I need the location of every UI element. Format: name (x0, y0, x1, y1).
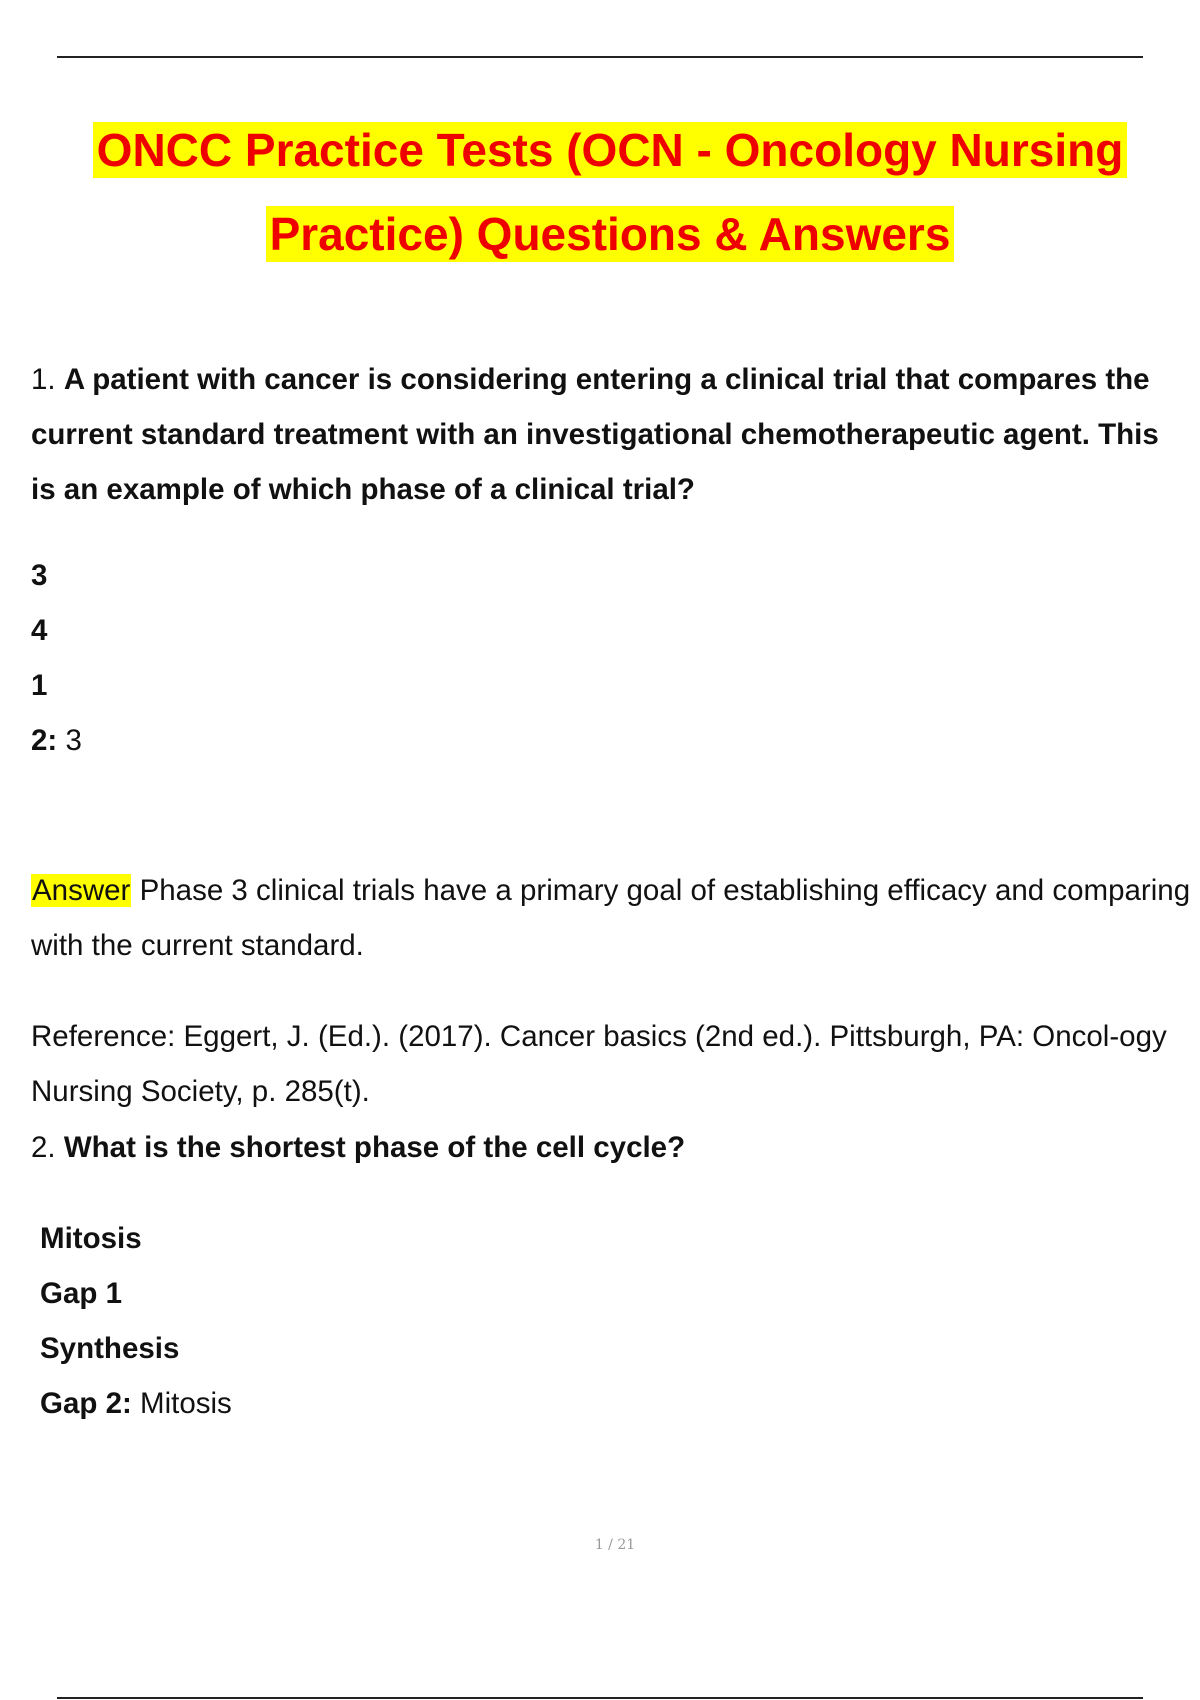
bottom-rule (57, 1697, 1143, 1699)
question-2 (31, 1120, 1191, 1175)
question-1-number: 1. (31, 363, 56, 396)
question-1-option-a: 3 (31, 559, 48, 592)
question-1-reference: Reference: Eggert, J. (Ed.). (2017). Cancer basics (2nd ed.). Pittsburgh, PA: Oncol-ogy Nursing Society, p. 285(t). (31, 1020, 1167, 1108)
question-2-options (40, 1211, 1200, 1431)
question-1-option-d-label: 2: (31, 724, 58, 757)
question-1-option-d (31, 713, 1191, 768)
top-rule (57, 56, 1143, 58)
question-1-text: A patient with cancer is considering entering a clinical trial that compares the current standard treatment with an investigational chemotherapeutic agent. This is an example of which phase of a clinical trial? (31, 363, 1159, 506)
title-line-2: Practice) Questions & Answers (266, 206, 955, 262)
answer-label: Answer (32, 874, 131, 907)
question-1-option-c: 1 (31, 669, 48, 702)
answer-explanation: Phase 3 clinical trials have a primary goal of establishing efficacy and comparing with the current standard. (31, 874, 1191, 962)
question-2-option-c: Synthesis (40, 1332, 180, 1365)
question-2-option-d (40, 1376, 1200, 1431)
question-2-inline-answer: Mitosis (140, 1387, 232, 1420)
question-2-text: What is the shortest phase of the cell cycle? (63, 1131, 686, 1164)
title-line-1: ONCC Practice Tests (OCN - Oncology Nursing (93, 122, 1128, 178)
question-2-option-a: Mitosis (40, 1222, 142, 1255)
question-1-options (31, 548, 1191, 768)
question-2-option-d-label: Gap 2: (40, 1387, 132, 1420)
question-1-answer (31, 863, 1191, 973)
question-2-number: 2. (31, 1131, 56, 1164)
question-1 (31, 352, 1191, 517)
question-2-option-b: Gap 1 (40, 1277, 122, 1310)
question-1-option-b: 4 (31, 614, 48, 647)
document-title (40, 108, 1180, 276)
question-1-inline-answer: 3 (65, 724, 82, 757)
page-indicator: 1 / 21 (594, 1537, 636, 1553)
